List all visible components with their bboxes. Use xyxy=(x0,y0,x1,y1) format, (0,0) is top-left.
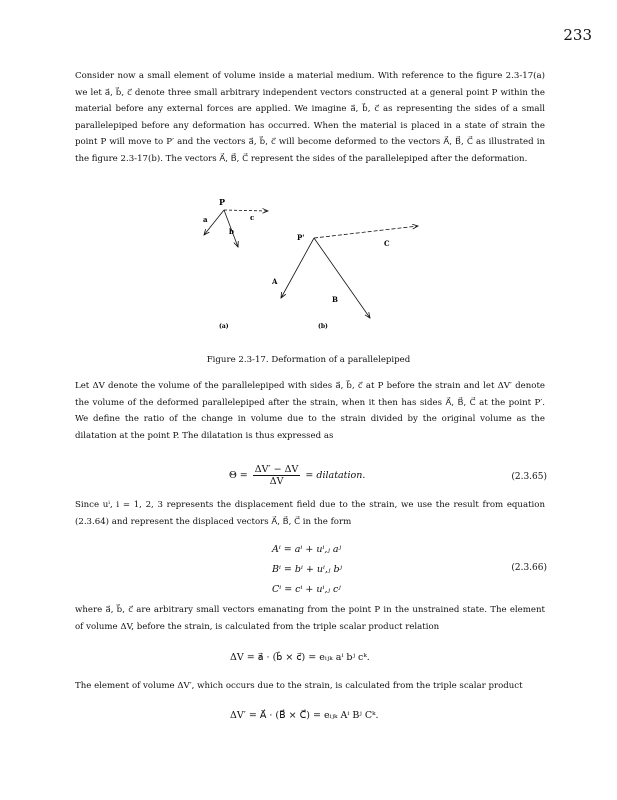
paragraph-displacement: Since uⁱ, i = 1, 2, 3 represents the displacement field due to the strain, we use the result from equation (2.3.64) and represent the displaced vectors A⃗, B⃗, C⃗ in the form xyxy=(75,500,545,527)
eq2-label: (2.3.66) xyxy=(511,563,547,573)
paragraph-dilatation: Let ΔV denote the volume of the parallelepiped with sides a⃗, b⃗, c⃗ at P before the strain and let ΔV′ denote the volume of the deformed parallelepiped after the strain, when it then has sides A⃗, B⃗, C⃗ at the point P′. We define the ratio of the change in volume due to the strain divided by the original volume as the dilatation at the point P. The dilatation is thus expressed as xyxy=(75,381,545,441)
figure-caption: Figure 2.3-17. Deformation of a parallelepiped xyxy=(206,355,411,365)
label-c: c xyxy=(250,213,255,222)
eq1-fraction xyxy=(253,464,301,487)
equation-dilatation xyxy=(229,464,365,487)
sublabel-b: (b) xyxy=(318,323,328,330)
label-C: C xyxy=(384,239,390,248)
equation-volume: ΔV = a⃗ · (b⃗ × c⃗) = eᵢⱼₖ aⁱ bʲ cᵏ. xyxy=(230,652,370,663)
eq1-lhs: Θ = xyxy=(229,470,248,481)
equation-displaced-vectors xyxy=(272,540,342,600)
vector-c xyxy=(224,210,268,211)
eq1-numerator: ΔV′ − ΔV xyxy=(254,464,299,475)
eq2-line1: Aⁱ = aⁱ + uⁱ,ⱼ aʲ xyxy=(272,544,342,555)
eq1-denominator: ΔV xyxy=(269,476,284,487)
label-P: P xyxy=(219,197,226,207)
vector-A xyxy=(281,238,314,298)
eq1-rhs: = dilatation. xyxy=(305,470,366,481)
page-number: 233 xyxy=(563,26,592,44)
label-b: b xyxy=(229,227,234,236)
paragraph-strained-volume: The element of volume ΔV′, which occurs due to the strain, is calculated from the triple scalar product xyxy=(75,681,523,691)
label-a: a xyxy=(203,215,208,224)
figure-deformation xyxy=(0,190,617,340)
label-Pprime: P' xyxy=(297,233,305,242)
label-B: B xyxy=(332,295,338,304)
eq2-line2: Bⁱ = bⁱ + uⁱ,ⱼ bʲ xyxy=(272,564,343,575)
paragraph-volume: where a⃗, b⃗, c⃗ are arbitrary small vectors emanating from the point P in the unstrained state. The element of volume ΔV, before the strain, is calculated from the triple scalar product relation xyxy=(75,605,545,632)
label-A: A xyxy=(272,277,278,286)
eq1-label: (2.3.65) xyxy=(511,472,547,482)
vector-C xyxy=(314,226,418,238)
sublabel-a: (a) xyxy=(219,323,229,330)
vector-B xyxy=(314,238,370,318)
equation-strained-volume: ΔV′ = A⃗ · (B⃗ × C⃗) = eᵢⱼₖ Aⁱ Bʲ Cᵏ. xyxy=(230,710,379,721)
eq2-line3: Cⁱ = cⁱ + uⁱ,ⱼ cʲ xyxy=(272,584,341,595)
paragraph-intro: Consider now a small element of volume inside a material medium. With reference to the figure 2.3-17(a) we let a⃗, b⃗, c⃗ denote three small arbitrary independent vectors constructed at a general point P within the material before any external forces are applied. We imagine a⃗, b⃗, c⃗ as representing the sides of a small parallelepiped before any deformation has occurred. When the material is placed in a state of strain the point P will move to P′ and the vectors a⃗, b⃗, c⃗ will become deformed to the vectors A⃗, B⃗, C⃗ as illustrated in the figure 2.3-17(b). The vectors A⃗, B⃗, C⃗ represent the sides of the parallelepiped after the deformation. xyxy=(75,71,545,164)
